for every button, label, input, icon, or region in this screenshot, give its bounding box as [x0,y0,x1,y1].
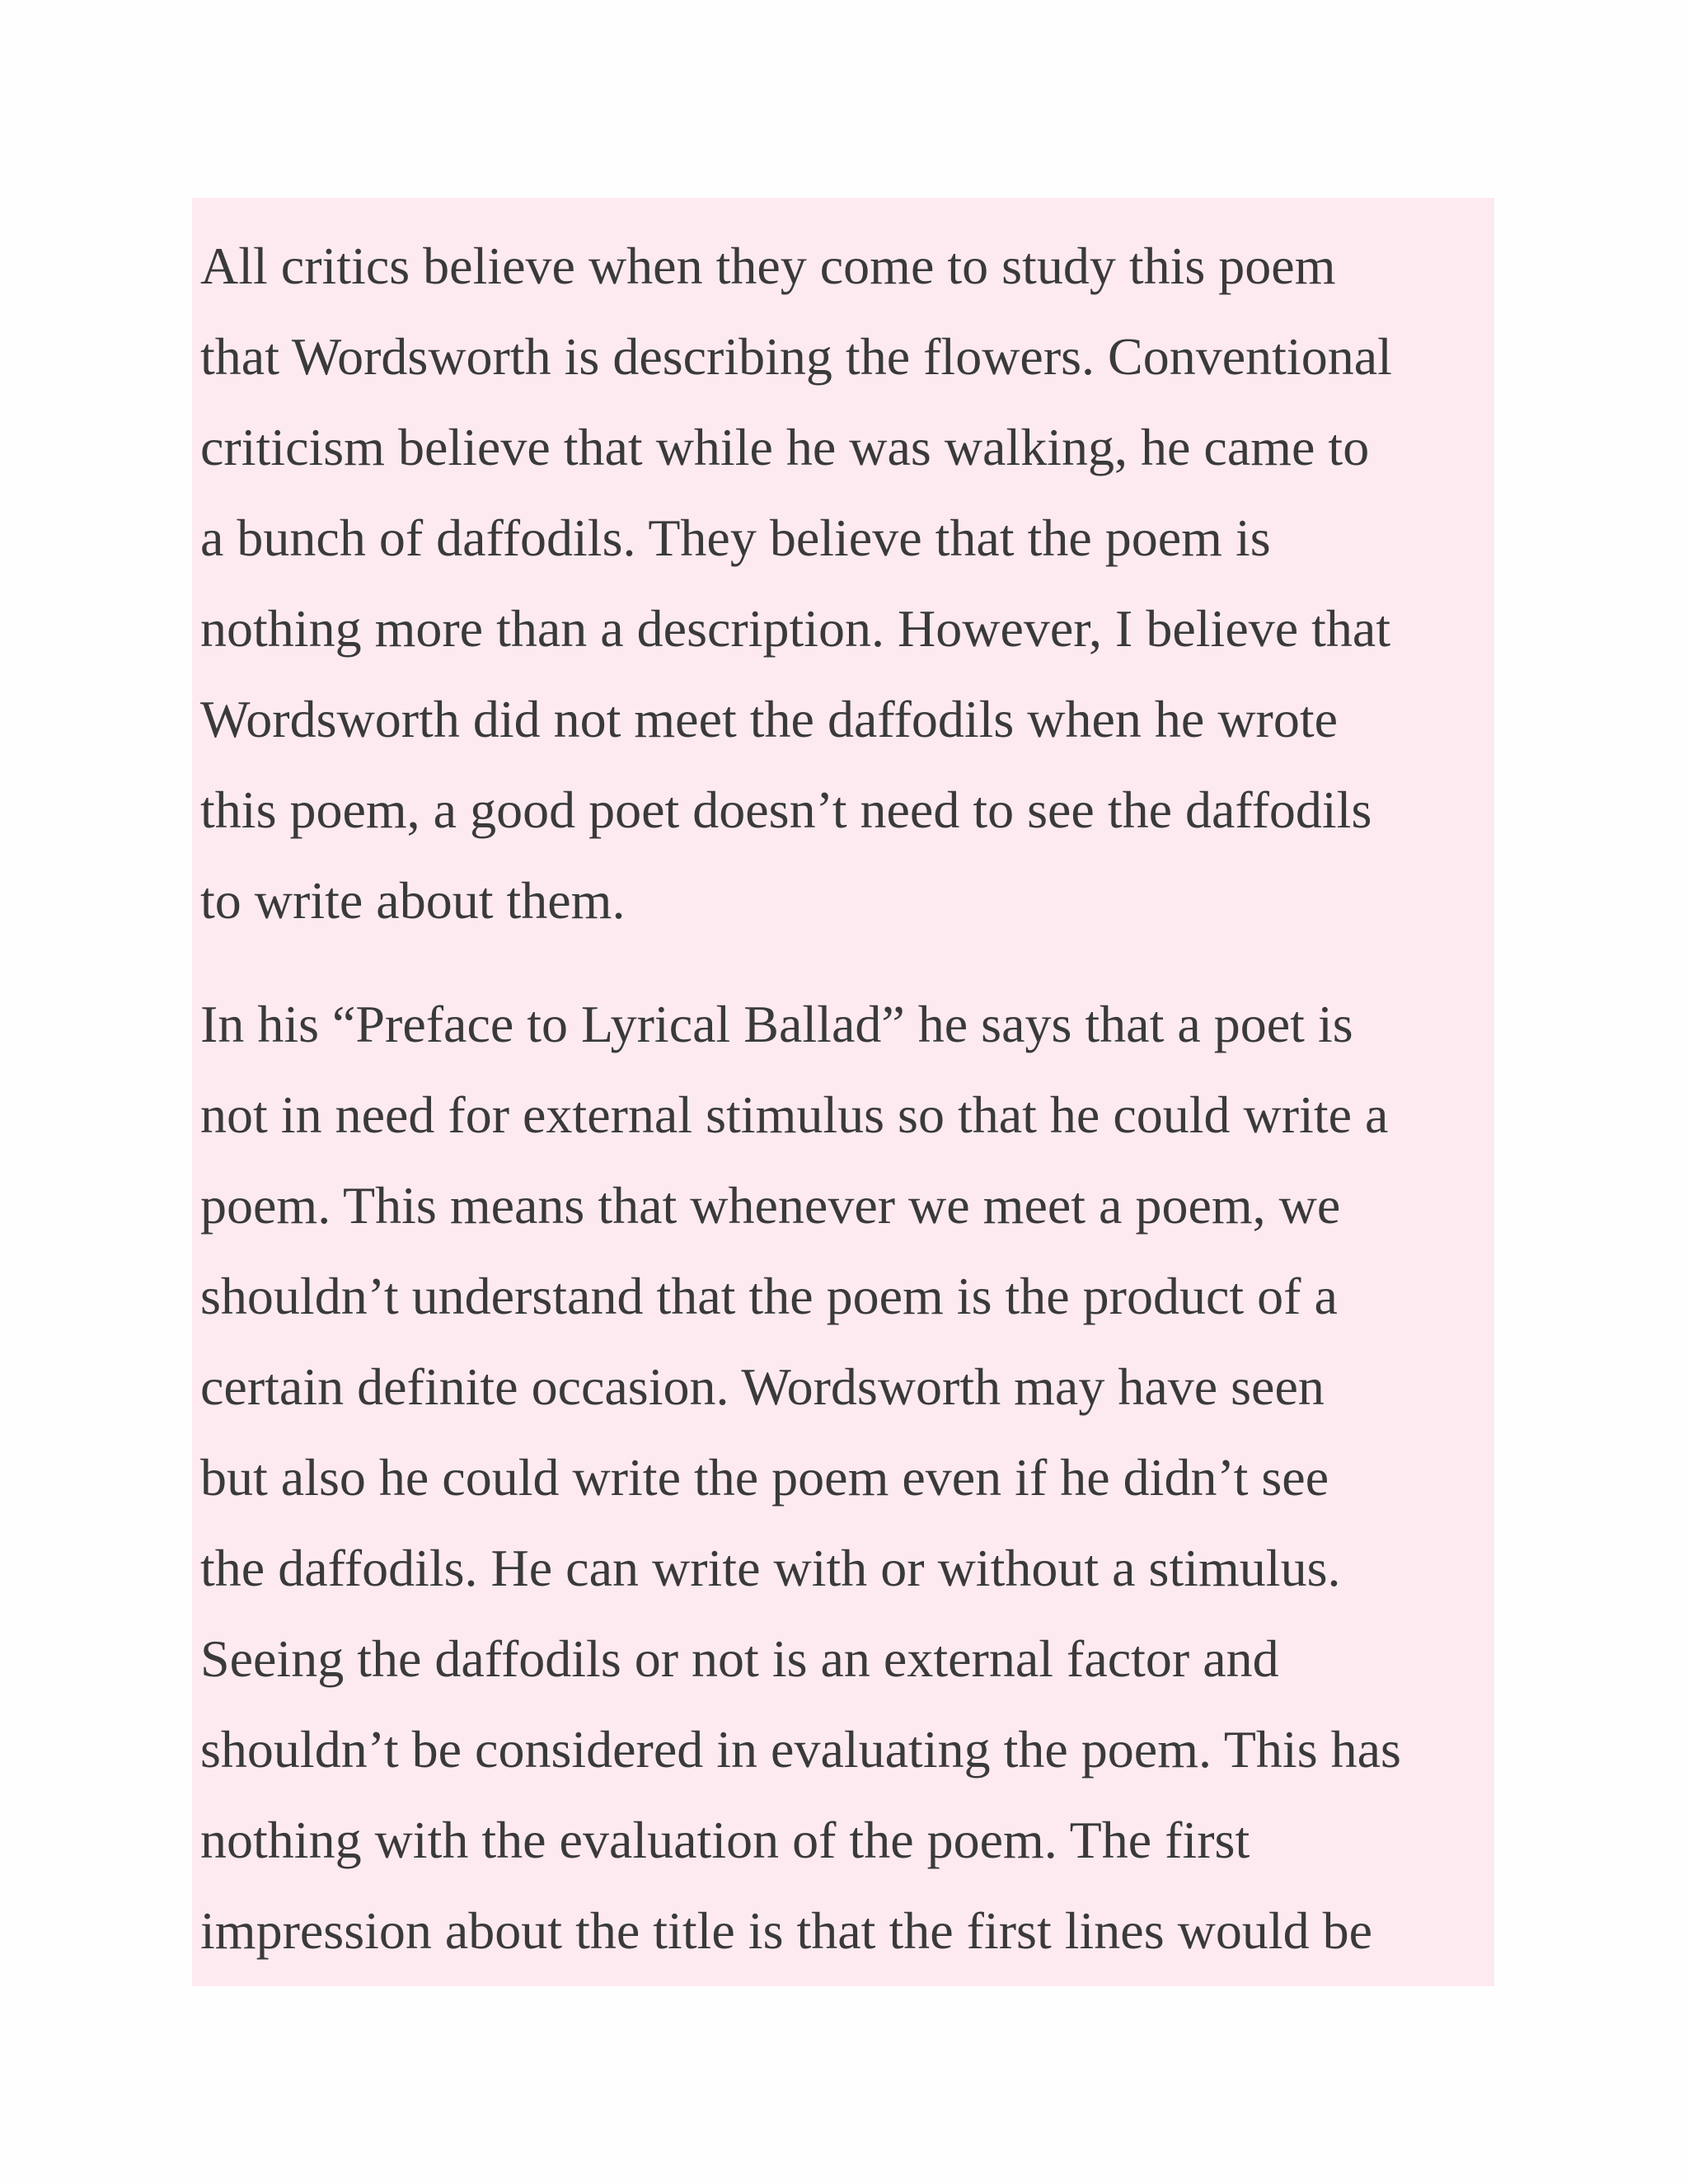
text-line: to write about them. [200,871,626,930]
text-line: shouldn’t understand that the poem is the product of a [200,1267,1338,1325]
text-line: but also he could write the poem even if he didn’t see [200,1448,1329,1507]
text-line: shouldn’t be considered in evaluating the poem. This has [200,1720,1401,1779]
text-line: Wordsworth did not meet the daffodils when he wrote [200,690,1339,748]
text-line: that Wordsworth is describing the flowers. Conventional [200,327,1392,386]
text-line: poem. This means that whenever we meet a poem, we [200,1176,1341,1235]
text-line: criticism believe that while he was walking, he came to [200,418,1370,476]
text-line: In his “Preface to Lyrical Ballad” he says that a poet is [200,995,1353,1053]
text-line: impression about the title is that the first lines would be [200,1901,1372,1960]
text-line: certain definite occasion. Wordsworth may have seen [200,1357,1325,1416]
text-line: nothing with the evaluation of the poem. The first [200,1811,1250,1869]
text-line: not in need for external stimulus so that he could write a [200,1085,1389,1144]
highlighted-text-block [192,198,1494,1986]
text-line: the daffodils. He can write with or without a stimulus. [200,1539,1341,1597]
paragraph-2 [200,979,1494,1976]
text-line: Seeing the daffodils or not is an external factor and [200,1629,1279,1688]
paragraph-1 [200,221,1494,946]
text-line: this poem, a good poet doesn’t need to see the daffodils [200,780,1372,839]
text-line: a bunch of daffodils. They believe that the poem is [200,509,1271,567]
text-line: nothing more than a description. However, I believe that [200,599,1391,658]
paragraph-spacing [200,946,1494,979]
text-line: All critics believe when they come to study this poem [200,237,1336,295]
